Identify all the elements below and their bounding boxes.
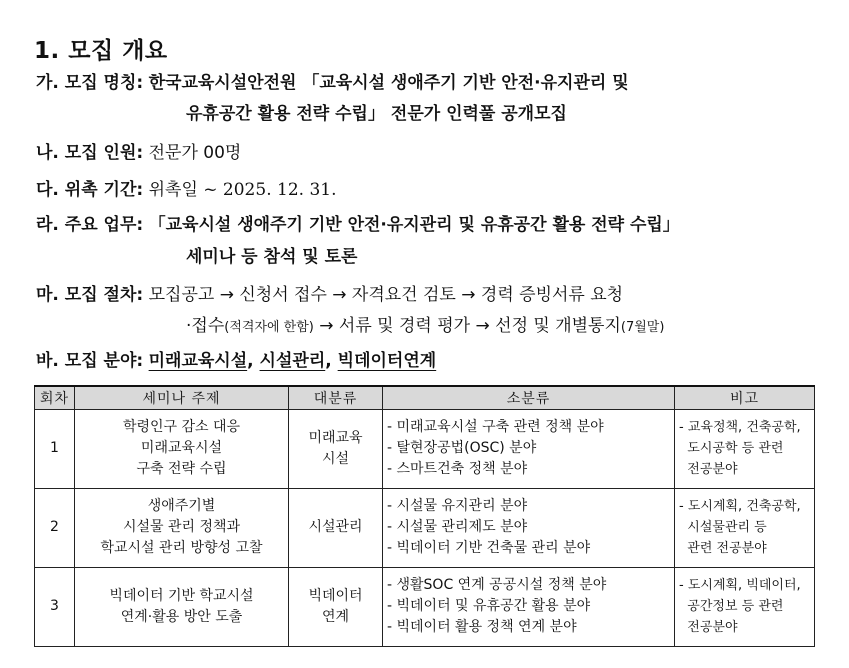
minor-line: - 시설물 관리제도 분야 [387,519,528,535]
cell-round: 3 [35,567,75,646]
minor-line: - 빅데이터 기반 건축물 관리 분야 [387,540,591,556]
note-line: 관련 전공분야 [679,541,767,556]
field-separator: , [325,351,338,371]
cell-minor [383,409,675,488]
item-label: 다. 위촉 기간: [36,180,144,200]
minor-line: - 생활SOC 연계 공공시설 정책 분야 [387,577,607,593]
item-label: 바. 모집 분야: [36,351,144,371]
minor-line: - 빅데이터 및 유휴공간 활용 분야 [387,598,591,614]
minor-line: - 미래교육시설 구축 관련 정책 분야 [387,419,604,435]
major-line: 미래교육 [308,429,363,446]
procedure-text: → 서류 및 경력 평가 → 선정 및 개별통지 [313,316,621,336]
header-round: 회차 [35,386,75,409]
item-name [36,72,629,94]
header-major: 대분류 [289,386,383,409]
cell-major [289,409,383,488]
major-line: 빅데이터 [308,587,363,604]
item-value: 모집공고 → 신청서 접수 → 자격요건 검토 → 경력 증빙서류 요청 [148,285,624,305]
cell-major [289,567,383,646]
note-line: - 도시계획, 빅데이터, [679,578,801,593]
header-topic: 세미나 주제 [75,386,289,409]
cell-major [289,488,383,567]
item-label: 라. 주요 업무: [36,215,144,235]
item-headcount [36,142,241,164]
field-separator: , [247,351,260,371]
item-procedure [36,284,623,306]
cell-note [675,567,815,646]
section-heading: 1. 모집 개요 [34,38,168,64]
item-label: 가. 모집 명칭: [36,73,144,93]
cell-topic [75,567,289,646]
topic-line: 미래교육시설 [140,440,223,456]
note-line: 시설물관리 등 [679,520,767,535]
topic-line: 구축 전략 수립 [136,461,227,477]
item-value-continued [186,315,664,339]
item-label: 나. 모집 인원: [36,143,144,163]
cell-topic [75,488,289,567]
minor-line: - 탈현장공법(OSC) 분야 [387,440,537,456]
note-line: 공간정보 등 관련 [679,599,784,614]
item-value: 「교육시설 생애주기 기반 안전·유지관리 및 유휴공간 활용 전략 수립」 [148,215,680,235]
cell-minor [383,567,675,646]
minor-line: - 스마트건축 정책 분야 [387,461,528,477]
note-line: 전공분야 [679,462,738,477]
seminar-table [34,385,815,647]
major-line: 연계 [321,608,350,625]
procedure-text: ·접수 [186,316,225,336]
item-value-continued: 유휴공간 활용 전략 수립」 전문가 인력풀 공개모집 [186,104,567,124]
cell-note [675,409,815,488]
item-period [36,179,336,201]
cell-round: 1 [35,409,75,488]
topic-line: 학교시설 관리 방향성 고찰 [100,540,263,556]
minor-line: - 빅데이터 활용 정책 연계 분야 [387,619,577,635]
major-line: 시설 [321,450,350,467]
note-line: 전공분야 [679,620,738,635]
field-facility-management: 시설관리 [259,351,326,371]
header-minor: 소분류 [383,386,675,409]
note-line: 도시공학 등 관련 [679,441,784,456]
item-duties [36,214,680,236]
topic-line: 연계·활용 방안 도출 [120,608,243,625]
table-header-row [35,386,815,409]
cell-topic [75,409,289,488]
topic-line: 생애주기별 [147,498,216,514]
item-value: 한국교육시설안전원 「교육시설 생애주기 기반 안전·유지관리 및 [148,73,629,93]
item-value-continued: 세미나 등 참석 및 토론 [186,247,358,267]
table-row [35,567,815,646]
table-row [35,409,815,488]
field-future-facilities: 미래교육시설 [148,351,248,371]
item-value: 위촉일 ~ 2025. 12. 31. [148,180,337,200]
table-row [35,488,815,567]
header-note: 비고 [675,386,815,409]
topic-line: 빅데이터 기반 학교시설 [109,587,254,604]
major-line: 시설관리 [308,519,363,535]
item-fields [36,350,436,372]
minor-line: - 시설물 유지관리 분야 [387,498,528,514]
field-bigdata: 빅데이터연계 [337,351,437,371]
note-line: - 도시계획, 건축공학, [679,499,801,514]
cell-minor [383,488,675,567]
topic-line: 학령인구 감소 대응 [122,419,241,435]
note-line: - 교육정책, 건축공학, [679,420,801,435]
procedure-note: (7월말) [620,320,665,335]
item-value: 전문가 00명 [148,143,242,163]
procedure-note: (적격자에 한함) [224,320,314,335]
cell-note [675,488,815,567]
item-label: 마. 모집 절차: [36,285,144,305]
topic-line: 시설물 관리 정책과 [122,519,241,535]
cell-round: 2 [35,488,75,567]
